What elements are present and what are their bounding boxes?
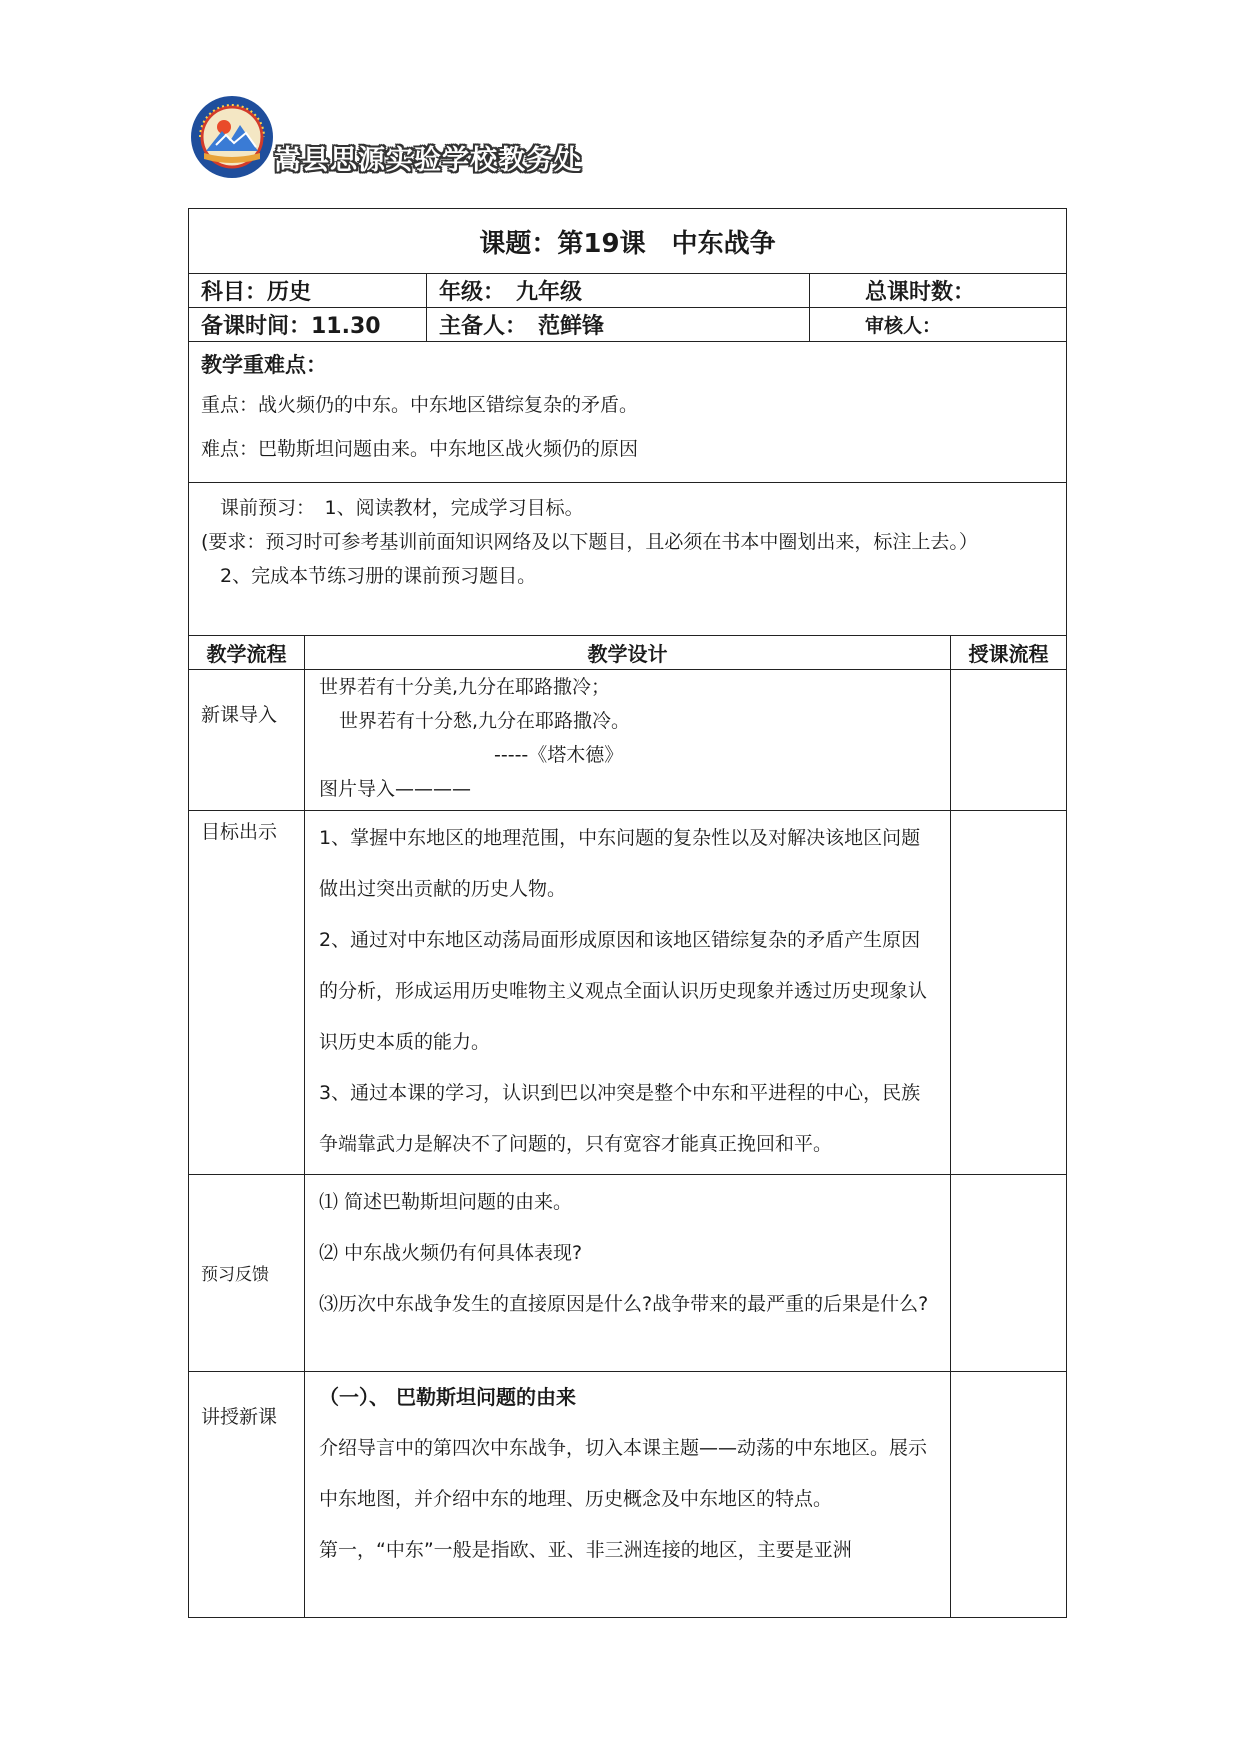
key-points-section — [189, 342, 1067, 483]
grade-field: 年级： 九年级 — [427, 274, 810, 308]
difficult-point: 难点：巴勒斯坦问题由来。中东地区战火频仍的原因 — [201, 438, 639, 460]
section-title: （一）、 巴勒斯坦问题的由来 — [319, 1384, 576, 1409]
new-lesson-para-1: 介绍导言中的第四次中东战争，切入本课主题——动荡的中东地区。展示中东地图，并介绍中东的地理、历史概念及中东地区的特点。 — [319, 1436, 928, 1510]
lesson-title: 课题：第19课 中东战争 — [189, 209, 1067, 274]
prep-time-field: 备课时间：11.30 — [189, 308, 427, 342]
reviewer-field: 审核人： — [810, 308, 1067, 342]
preview-requirement: (要求：预习时可参考基训前面知识网络及以下题目，且必须在书本中圈划出来，标注上去。） — [201, 531, 978, 553]
new-lesson-content — [305, 1371, 951, 1617]
lesson-plan-document — [188, 208, 1066, 1618]
new-lesson-label: 讲授新课 — [189, 1371, 305, 1617]
goal-3: 3、通过本课的学习，认识到巴以冲突是整个中东和平进程的中心，民族争端靠武力是解决不了问题的，只有宽容才能真正挽回和平。 — [319, 1081, 921, 1155]
new-lesson-teaching-cell — [951, 1371, 1067, 1617]
key-points-title: 教学重难点： — [201, 353, 327, 377]
organization-name: 嵩县思源实验学校教务处 — [274, 145, 582, 176]
new-lesson-para-2: 第一，“中东”一般是指欧、亚、非三洲连接的地区，主要是亚洲 — [319, 1538, 852, 1561]
poem-citation: -----《塔木德》 — [494, 743, 624, 766]
image-intro: 图片导入———— — [319, 777, 472, 800]
key-point: 重点：战火频仍的中东。中东地区错综复杂的矛盾。 — [201, 394, 639, 416]
preview-task-2: 2、完成本节练习册的课前预习题目。 — [201, 565, 537, 587]
feedback-question-2: ⑵ 中东战火频仍有何具体表现? — [319, 1241, 583, 1264]
intro-label: 新课导入 — [189, 669, 305, 810]
goal-2: 2、通过对中东地区动荡局面形成原因和该地区错综复杂的矛盾产生原因的分析，形成运用历史唯物主义观点全面认识历史现象并透过历史现象认识历史本质的能力。 — [319, 928, 928, 1053]
column-header-design: 教学设计 — [305, 635, 951, 669]
goals-content — [305, 810, 951, 1174]
feedback-label: 预习反馈 — [189, 1174, 305, 1371]
lesson-header-table — [188, 208, 1067, 636]
feedback-teaching-cell — [951, 1174, 1067, 1371]
preview-section — [189, 483, 1067, 636]
column-header-teaching: 授课流程 — [951, 635, 1067, 669]
total-hours-field: 总课时数： — [810, 274, 1067, 308]
intro-content — [305, 669, 951, 810]
goal-1: 1、掌握中东地区的地理范围，中东问题的复杂性以及对解决该地区问题做出过突出贡献的历史人物。 — [319, 826, 921, 900]
school-logo-header — [190, 95, 610, 185]
goals-teaching-cell — [951, 810, 1067, 1174]
subject-field: 科目：历史 — [189, 274, 427, 308]
teaching-flow-table — [188, 635, 1067, 1618]
feedback-content — [305, 1174, 951, 1371]
poem-line-2: 世界若有十分愁,九分在耶路撒冷。 — [339, 709, 631, 732]
intro-teaching-cell — [951, 669, 1067, 810]
feedback-question-1: ⑴ 简述巴勒斯坦问题的由来。 — [319, 1190, 573, 1213]
poem-line-1: 世界若有十分美,九分在耶路撒冷； — [319, 675, 611, 698]
preview-task-1: 课前预习： 1、阅读教材，完成学习目标。 — [201, 497, 584, 519]
goals-label: 目标出示 — [189, 810, 305, 1174]
feedback-question-3: ⑶历次中东战争发生的直接原因是什么?战争带来的最严重的后果是什么? — [319, 1292, 929, 1315]
preparer-field: 主备人： 范鲜锋 — [427, 308, 810, 342]
column-header-flow: 教学流程 — [189, 635, 305, 669]
school-emblem-icon — [190, 95, 274, 179]
